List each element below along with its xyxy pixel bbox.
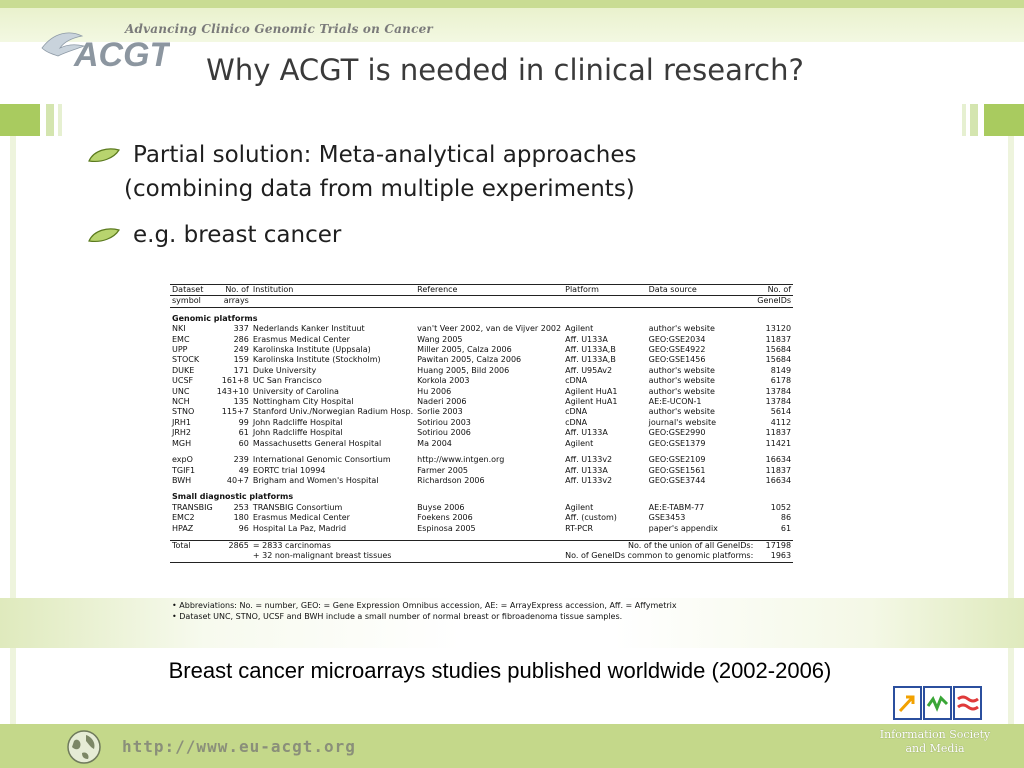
table-cell: Huang 2005, Bild 2006 [417, 365, 510, 375]
table-cell: 61 [780, 523, 792, 533]
total-label: Total [172, 540, 191, 550]
left-decor-stripes [0, 104, 66, 136]
table-cell: Agilent HuA1 [565, 397, 618, 407]
table-cell: RT-PCR [565, 523, 594, 533]
table-cell: Nottingham City Hospital [252, 397, 354, 407]
table-cell: UCSF [172, 376, 194, 386]
table-cell: EMC [172, 334, 190, 344]
table-cell: 171 [233, 365, 249, 375]
table-cell: Ma 2004 [417, 438, 452, 448]
header-cell: symbol [172, 296, 201, 306]
table-cell: 86 [780, 513, 792, 523]
table-cell: author's website [648, 407, 715, 417]
header-cell: Data source [648, 285, 697, 294]
table-row [170, 387, 793, 397]
table-cell: Miller 2005, Calza 2006 [417, 345, 512, 355]
table-cell: 16634 [765, 475, 792, 485]
table-cell: TGIF1 [172, 465, 196, 475]
table-cell: GEO:GSE2034 [648, 334, 706, 344]
table-cell: GEO:GSE2109 [648, 455, 706, 465]
table-cell: EORTC trial 10994 [252, 465, 326, 475]
table-cell: cDNA [565, 407, 588, 417]
table-cell: 11421 [765, 438, 792, 448]
table-cell: TRANSBIG Consortium [252, 502, 343, 512]
union-value: 17198 [765, 540, 792, 550]
table-cell: Aff. U133A [565, 334, 608, 344]
table-cell: GEO:GSE3744 [648, 475, 706, 485]
table-cell: UNC [172, 386, 190, 396]
table-cell: paper's appendix [648, 523, 718, 533]
header-cell: Platform [565, 285, 599, 294]
table-cell: author's website [648, 365, 715, 375]
table-cell: GEO:GSE1456 [648, 355, 706, 365]
table-cell: John Radcliffe Hospital [252, 417, 343, 427]
ism-line-1: Information Society [879, 728, 991, 741]
table-cell: 135 [233, 397, 249, 407]
note-line: • Abbreviations: No. = number, GEO: = Gene Expression Omnibus accession, AE: = ArrayExpress accession, Aff. = Affymetrix [172, 601, 677, 610]
table-row [170, 524, 793, 534]
section-title: Small diagnostic platforms [172, 492, 294, 502]
table-cell: Foekens 2006 [417, 513, 473, 523]
common-value: 1963 [770, 551, 792, 561]
table-cell: expO [172, 455, 193, 465]
section-title: Genomic platforms [172, 313, 258, 323]
table-cell: Espinosa 2005 [417, 523, 476, 533]
table-cell: EMC2 [172, 513, 195, 523]
header-cell: No. of [225, 285, 249, 294]
table-cell: GEO:GSE1379 [648, 438, 706, 448]
table-cell: UC San Francisco [252, 376, 322, 386]
table-cell: NKI [172, 324, 186, 334]
page-title: Why ACGT is needed in clinical research? [206, 53, 804, 87]
information-society-logo [893, 686, 983, 720]
table-cell: 8149 [770, 365, 792, 375]
section-row [170, 486, 793, 502]
datasets-table [170, 284, 792, 563]
table-cell: DUKE [172, 365, 195, 375]
total-arrays: 2865 [228, 540, 249, 550]
table-cell: Aff. U133A,B [565, 345, 616, 355]
header-cell: Dataset [172, 285, 204, 294]
total-carcinomas: = 2833 carcinomas [252, 540, 331, 550]
table-cell: Richardson 2006 [417, 475, 485, 485]
table-row [170, 466, 793, 476]
table-cell: cDNA [565, 417, 588, 427]
table-cell: Massachusetts General Hospital [252, 438, 382, 448]
table-cell: journal's website [648, 417, 717, 427]
table-row [170, 397, 793, 407]
table-row [170, 439, 793, 449]
table-cell: JRH2 [172, 428, 192, 438]
table-cell: 11837 [765, 465, 792, 475]
note-line: • Dataset UNC, STNO, UCSF and BWH include a small number of normal breast or fibroadenoma tissue samples. [172, 612, 623, 621]
table-cell: 286 [233, 334, 249, 344]
information-society-label [870, 728, 1000, 756]
table-cell: John Radcliffe Hospital [252, 428, 343, 438]
bullet-2: e.g. breast cancer [133, 222, 342, 248]
table-cell: author's website [648, 386, 715, 396]
table-row [170, 345, 793, 355]
table-cell: 13784 [765, 397, 792, 407]
table-cell: Agilent [565, 502, 594, 512]
table-cell: JRH1 [172, 417, 192, 427]
table-row [170, 376, 793, 386]
table-cell: author's website [648, 376, 715, 386]
table-cell: Hu 2006 [417, 386, 452, 396]
union-label: No. of the union of all GeneIDs: [628, 540, 754, 550]
table-cell: International Genomic Consortium [252, 455, 391, 465]
common-label: No. of GeneIDs common to genomic platforms: [565, 551, 754, 561]
table-cell: GEO:GSE1561 [648, 465, 706, 475]
table-cell: UPP [172, 345, 188, 355]
table-cell: Aff. U133A,B [565, 355, 616, 365]
table-cell: Sorlie 2003 [417, 407, 463, 417]
table-cell: 13784 [765, 386, 792, 396]
table-cell: 159 [233, 355, 249, 365]
table-cell: Sotiriou 2003 [417, 417, 471, 427]
table-cell: Korkola 2003 [417, 376, 470, 386]
table-cell: http://www.intgen.org [417, 455, 505, 465]
table-cell: BWH [172, 475, 192, 485]
caption: Breast cancer microarrays studies published worldwide (2002-2006) [168, 658, 832, 683]
table-row [170, 428, 793, 438]
table-row [170, 407, 793, 417]
table-cell: Brigham and Women's Hospital [252, 475, 379, 485]
table-cell: GSE3453 [648, 513, 686, 523]
table-cell: 60 [238, 438, 249, 448]
table-cell: 239 [233, 455, 249, 465]
table-cell: STOCK [172, 355, 200, 365]
table-row [170, 366, 793, 376]
table-cell: Duke University [252, 365, 317, 375]
table-header-row [170, 296, 793, 307]
table-cell: 13120 [765, 324, 792, 334]
table-cell: 49 [238, 465, 249, 475]
bullet-1-line-1: Partial solution: Meta-analytical approaches [133, 142, 637, 168]
table-cell: 15684 [765, 355, 792, 365]
table-cell: Aff. U133v2 [565, 455, 613, 465]
table-cell: Aff. U95Av2 [565, 365, 613, 375]
total-row [170, 540, 793, 551]
table-cell: van't Veer 2002, van de Vijver 2002 [417, 324, 562, 334]
table-cell: Pawitan 2005, Calza 2006 [417, 355, 522, 365]
table-cell: 16634 [765, 455, 792, 465]
logo-text: ACGT [74, 36, 170, 74]
table-cell: MGH [172, 438, 192, 448]
table-cell: 180 [233, 513, 249, 523]
table-row [170, 355, 793, 365]
table-row [170, 513, 793, 523]
bullet-leaf-icon [88, 146, 120, 164]
table-row [170, 455, 793, 465]
table-cell: Naderi 2006 [417, 397, 467, 407]
total-row [170, 551, 793, 562]
bullet-1-line-2: (combining data from multiple experiments) [124, 176, 635, 202]
header-cell: Reference [417, 285, 458, 294]
table-cell: Erasmus Medical Center [252, 513, 350, 523]
header-cell: No. of [767, 285, 792, 294]
header-cell: GeneIDs [757, 296, 792, 306]
table-cell: 337 [233, 324, 249, 334]
table-cell: AE:E-UCON-1 [648, 397, 702, 407]
table-cell: STNO [172, 407, 195, 417]
table-cell: Nederlands Kanker Instituut [252, 324, 365, 334]
table-cell: Aff. U133A [565, 465, 608, 475]
table-cell: 99 [238, 417, 249, 427]
table-cell: Aff. U133v2 [565, 475, 613, 485]
table-header-row [170, 285, 793, 296]
table-cell: 249 [233, 345, 249, 355]
table-cell: AE:E-TABM-77 [648, 502, 705, 512]
table-cell: TRANSBIG [172, 502, 213, 512]
table-row [170, 335, 793, 345]
footer-url-link[interactable]: http://www.eu-acgt.org [122, 737, 356, 756]
table-cell: 115+7 [221, 407, 249, 417]
table-cell: Hospital La Paz, Madrid [252, 523, 347, 533]
table-cell: Agilent [565, 438, 594, 448]
table-cell: 1052 [770, 502, 792, 512]
table-row [170, 476, 793, 486]
table-cell: Wang 2005 [417, 334, 463, 344]
table-notes [172, 600, 677, 622]
table-cell: Aff. U133A [565, 428, 608, 438]
right-decor-stripes [958, 104, 1024, 136]
table-cell: 161+8 [221, 376, 249, 386]
header-cell: Institution [252, 285, 294, 294]
top-band-stripe [0, 0, 1024, 8]
table-cell: Sotiriou 2006 [417, 428, 471, 438]
bullet-leaf-icon [88, 226, 120, 244]
ism-line-2: and Media [905, 742, 965, 755]
table-cell: Agilent [565, 324, 594, 334]
table-cell: HPAZ [172, 523, 194, 533]
table-cell: Aff. (custom) [565, 513, 617, 523]
table-cell: Agilent HuA1 [565, 386, 618, 396]
table-cell: 5614 [770, 407, 792, 417]
table-cell: GEO:GSE4922 [648, 345, 706, 355]
section-row [170, 307, 793, 324]
table-cell: Karolinska Institute (Uppsala) [252, 345, 371, 355]
header-cell: arrays [223, 296, 249, 306]
total-nonmalignant: + 32 non-malignant breast tissues [252, 551, 392, 561]
table-cell: 6178 [770, 376, 792, 386]
table-cell: Karolinska Institute (Stockholm) [252, 355, 381, 365]
table-cell: Stanford Univ./Norwegian Radium Hosp. [252, 407, 414, 417]
globe-icon [66, 729, 102, 765]
table-cell: 40+7 [226, 475, 249, 485]
table-cell: 4112 [770, 417, 792, 427]
table-cell: 11837 [765, 334, 792, 344]
tagline: Advancing Clinico Genomic Trials on Cancer [125, 22, 433, 36]
table-cell: 61 [238, 428, 249, 438]
table-cell: 253 [233, 502, 249, 512]
table-cell: Buyse 2006 [417, 502, 465, 512]
table-cell: 143+10 [216, 386, 249, 396]
table-cell: 11837 [765, 428, 792, 438]
table-cell: University of Carolina [252, 386, 339, 396]
table-row [170, 503, 793, 513]
table-cell: author's website [648, 324, 715, 334]
table-row [170, 324, 793, 334]
table-cell: 96 [238, 523, 249, 533]
table-cell: NCH [172, 397, 190, 407]
table-cell: cDNA [565, 376, 588, 386]
table-cell: GEO:GSE2990 [648, 428, 706, 438]
table-cell: 15684 [765, 345, 792, 355]
table-cell: Erasmus Medical Center [252, 334, 350, 344]
table-row [170, 418, 793, 428]
table-cell: Farmer 2005 [417, 465, 468, 475]
